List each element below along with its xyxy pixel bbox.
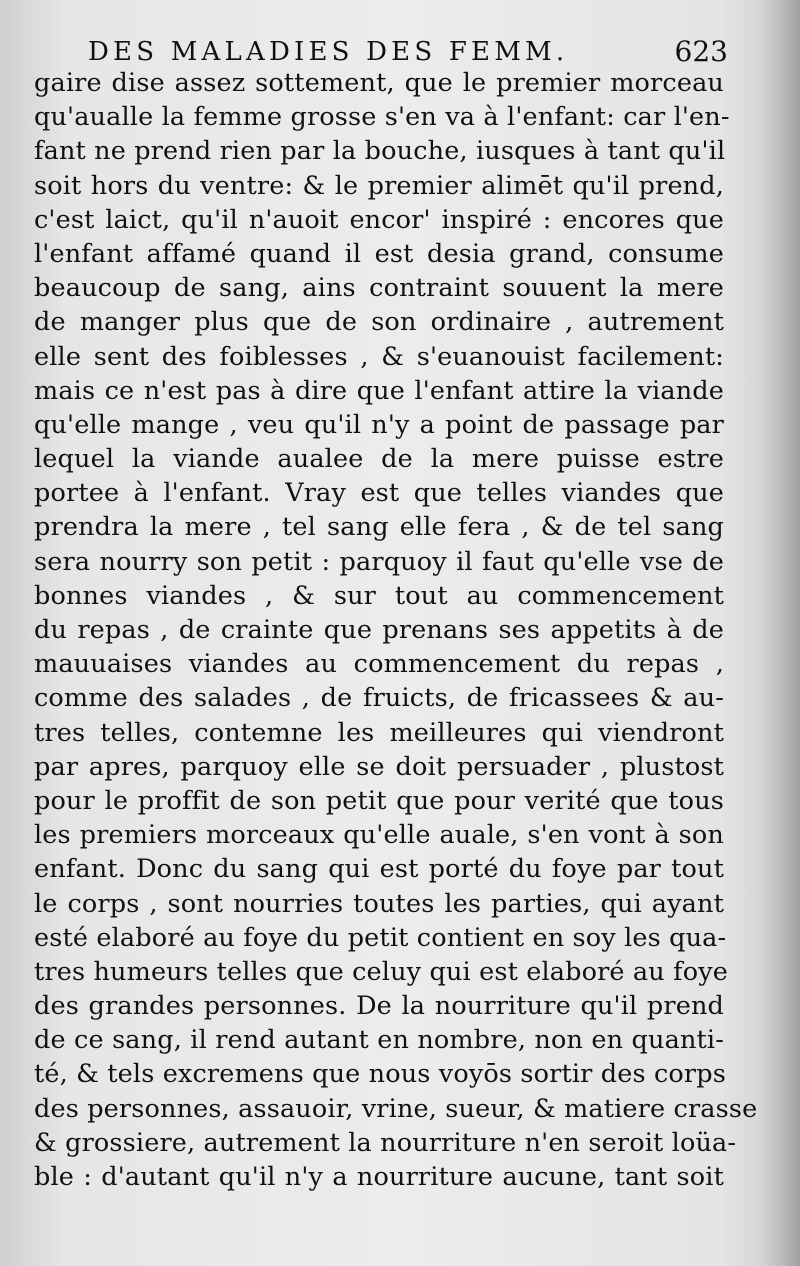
page-edge-shadow <box>758 0 800 1266</box>
text-line: fant ne prend rien par la bouche, iusques à tant qu'il <box>34 136 726 167</box>
text-line: portee à l'enfant. Vray est que telles viandes que <box>34 478 724 509</box>
text-line: des grandes personnes. De la nourriture qu'il prend <box>34 991 724 1022</box>
text-line: de ce sang, il rend autant en nombre, non en quanti- <box>34 1025 724 1056</box>
running-title: DES MALADIES DES FEMM. <box>88 37 569 67</box>
text-line: de manger plus que de son ordinaire , autrement <box>34 307 724 338</box>
text-line: tres telles, contemne les meilleures qui viendront <box>34 717 724 748</box>
text-line: pour le proffit de son petit que pour verité que tous <box>34 785 724 816</box>
text-line: ble : d'autant qu'il n'y a nourriture aucune, tant soit <box>34 1162 724 1192</box>
text-line: tres humeurs telles que celuy qui est elaboré au foye <box>34 956 728 987</box>
text-line: les premiers morceaux qu'elle auale, s'en vont à son <box>34 820 724 851</box>
text-line: l'enfant affamé quand il est desia grand, consume <box>34 238 724 269</box>
text-line: mais ce n'est pas à dire que l'enfant attire la viande <box>34 375 724 406</box>
text-line: prendra la mere , tel sang elle fera , & de tel sang <box>34 512 724 543</box>
text-line: bonnes viandes , & sur tout au commencement <box>34 580 724 611</box>
text-line: par apres, parquoy elle se doit persuader , plustost <box>34 751 724 782</box>
text-line: elle sent des foiblesses , & s'euanouist facilement: <box>34 341 724 372</box>
text-line: esté elaboré au foye du petit contient en soy les qua- <box>34 922 727 953</box>
text-line: le corps , sont nourries toutes les parties, qui ayant <box>34 888 724 919</box>
text-line: soit hors du ventre: & le premier alimēt qu'il prend, <box>34 170 724 201</box>
body-text <box>34 66 758 1206</box>
text-line: té, & tels excremens que nous voyōs sortir des corps <box>34 1059 726 1090</box>
text-line: gaire dise assez sottement, que le premier morceau <box>34 68 724 98</box>
text-line: mauuaises viandes au commencement du repas , <box>34 649 724 680</box>
text-line: & grossiere, autrement la nourriture n'en seroit loüa- <box>34 1127 737 1158</box>
text-line: beaucoup de sang, ains contraint souuent la mere <box>34 273 724 304</box>
text-line: enfant. Donc du sang qui est porté du foye par tout <box>34 854 724 885</box>
text-line: sera nourry son petit : parquoy il faut qu'elle vse de <box>34 546 724 577</box>
text-line: du repas , de crainte que prenans ses appetits à de <box>34 615 724 645</box>
text-line: des personnes, assauoir, vrine, sueur, & matiere crasse <box>34 1093 758 1124</box>
text-line: qu'elle mange , veu qu'il n'y a point de passage par <box>34 409 724 440</box>
text-line: lequel la viande aualee de la mere puisse estre <box>34 444 724 475</box>
page-number: 623 <box>674 35 728 68</box>
text-line: comme des salades , de fruicts, de fricassees & au- <box>34 683 724 714</box>
text-line: qu'aualle la femme grosse s'en va à l'enfant: car l'en- <box>34 102 730 133</box>
text-line: c'est laict, qu'il n'auoit encor' inspiré : encores que <box>34 204 724 235</box>
